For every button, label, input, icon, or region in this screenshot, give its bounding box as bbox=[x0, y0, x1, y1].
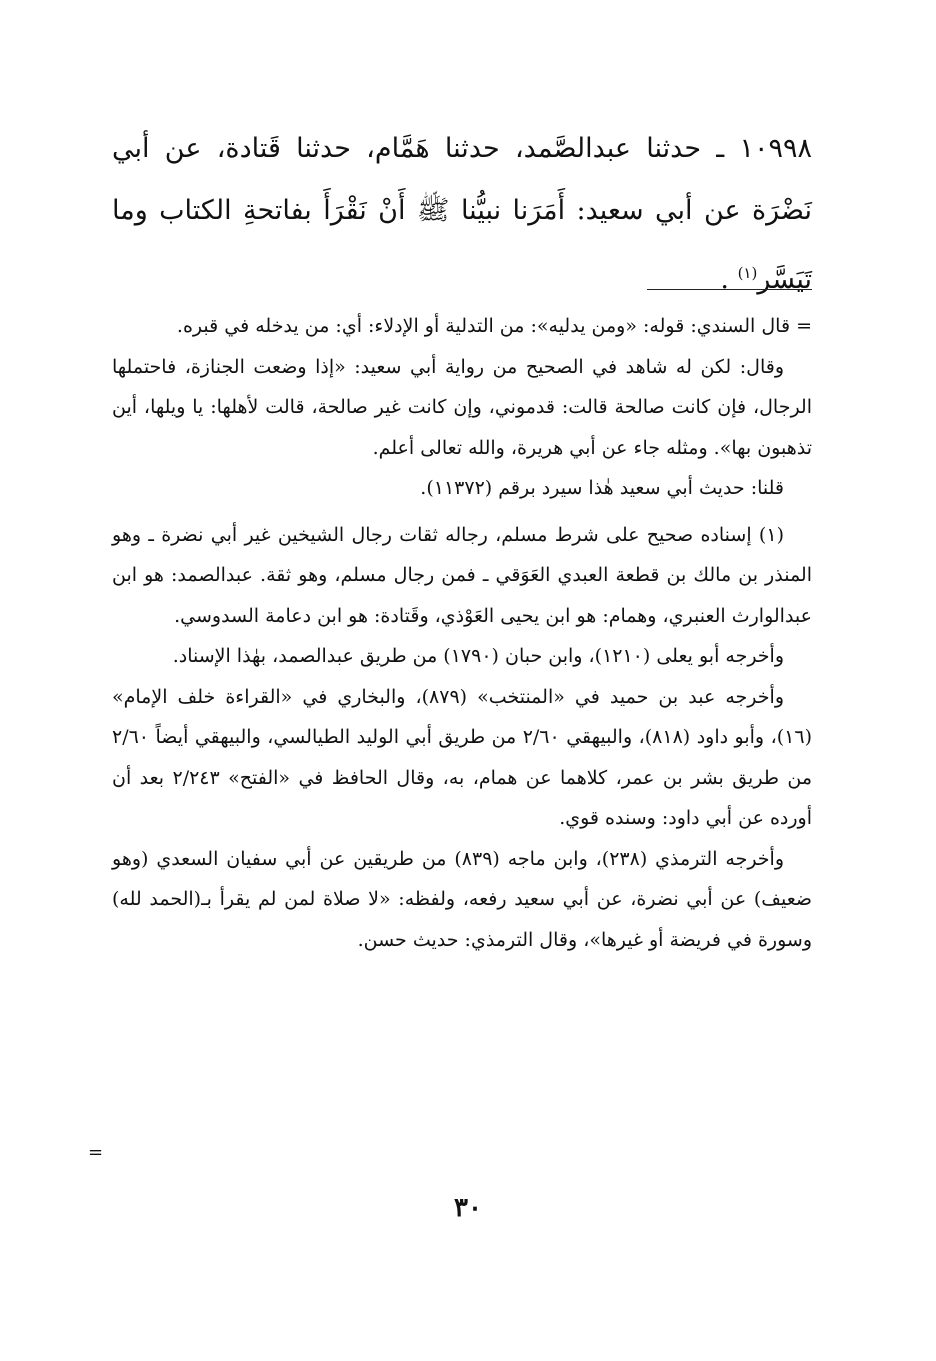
footnote-ref: (١) bbox=[737, 264, 758, 282]
footnotes-block bbox=[112, 306, 812, 960]
continuation-marker: = bbox=[88, 1142, 104, 1163]
hadith-text: ١٠٩٩٨ ـ حدثنا عبدالصَّمد، حدثنا هَمَّام، حدثنا قَتادة، عن أبي نَضْرَة عن أبي سعيد: أَمَرَنا نبيُّنا ﷺ أَنْ نَقْرَأَ بفاتحةِ الكتاب وما تَيَسَّر bbox=[112, 133, 812, 295]
note-paragraph: قلنا: حديث أبي سعيد هٰذا سيرد برقم (١١٣٧٢). bbox=[420, 477, 784, 499]
note-continuation: = قال السندي: قوله: «ومن يدليه»: من التدلية أو الإدلاء: أي: من يدخله في قبره. bbox=[176, 315, 812, 337]
hadith-end: . bbox=[720, 264, 729, 295]
note-paragraph: وقال: لكن له شاهد في الصحيح من رواية أبي سعيد: «إذا وضعت الجنازة، فاحتملها الرجال، فإن كانت صالحة قالت: قدموني، وإن كانت غير صالحة، قالت لأهلها: يا ويلها، أين تذهبون بها». ومثله جاء عن أبي هريرة، والله تعالى أعلم. bbox=[112, 355, 812, 459]
note-paragraph: وأخرجه الترمذي (٢٣٨)، وابن ماجه (٨٣٩) من طريقين عن أبي سفيان السعدي (وهو ضعيف) عن أبي نضرة، عن أبي سعيد رفعه، ولفظه: «لا صلاة لمن لم يقرأ بـ(الحمد لله) وسورة في فريضة أو غيرها»، وقال الترمذي: حديث حسن. bbox=[112, 847, 812, 951]
footnote-separator bbox=[647, 289, 812, 290]
footnote-1: (١) إسناده صحيح على شرط مسلم، رجاله ثقات رجال الشيخين غير أبي نضرة ـ وهو المنذر بن مالك بن قطعة العبدي العَوَقي ـ فمن رجال مسلم، وهو ثقة. عبدالصمد: هو ابن عبدالوارث العنبري، وهمام: هو ابن يحيى العَوْذي، وقَتادة: هو ابن دعامة السدوسي. bbox=[112, 523, 812, 627]
note-paragraph: وأخرجه عبد بن حميد في «المنتخب» (٨٧٩)، والبخاري في «القراءة خلف الإمام» (١٦)، وأبو داود (٨١٨)، والبيهقي ٢/٦٠ من طريق أبي الوليد الطيالسي، والبيهقي أيضاً ٢/٦٠ من طريق بشر بن عمر، كلاهما عن همام، به، وقال الحافظ في «الفتح» ٢/٢٤٣ بعد أن أورده عن أبي داود: وسنده قوي. bbox=[112, 685, 812, 829]
page-number: ٣٠ bbox=[454, 1193, 482, 1223]
hadith-text-block bbox=[112, 118, 812, 311]
note-paragraph: وأخرجه أبو يعلى (١٢١٠)، وابن حبان (١٧٩٠) من طريق عبدالصمد، بهٰذا الإسناد. bbox=[172, 645, 784, 667]
